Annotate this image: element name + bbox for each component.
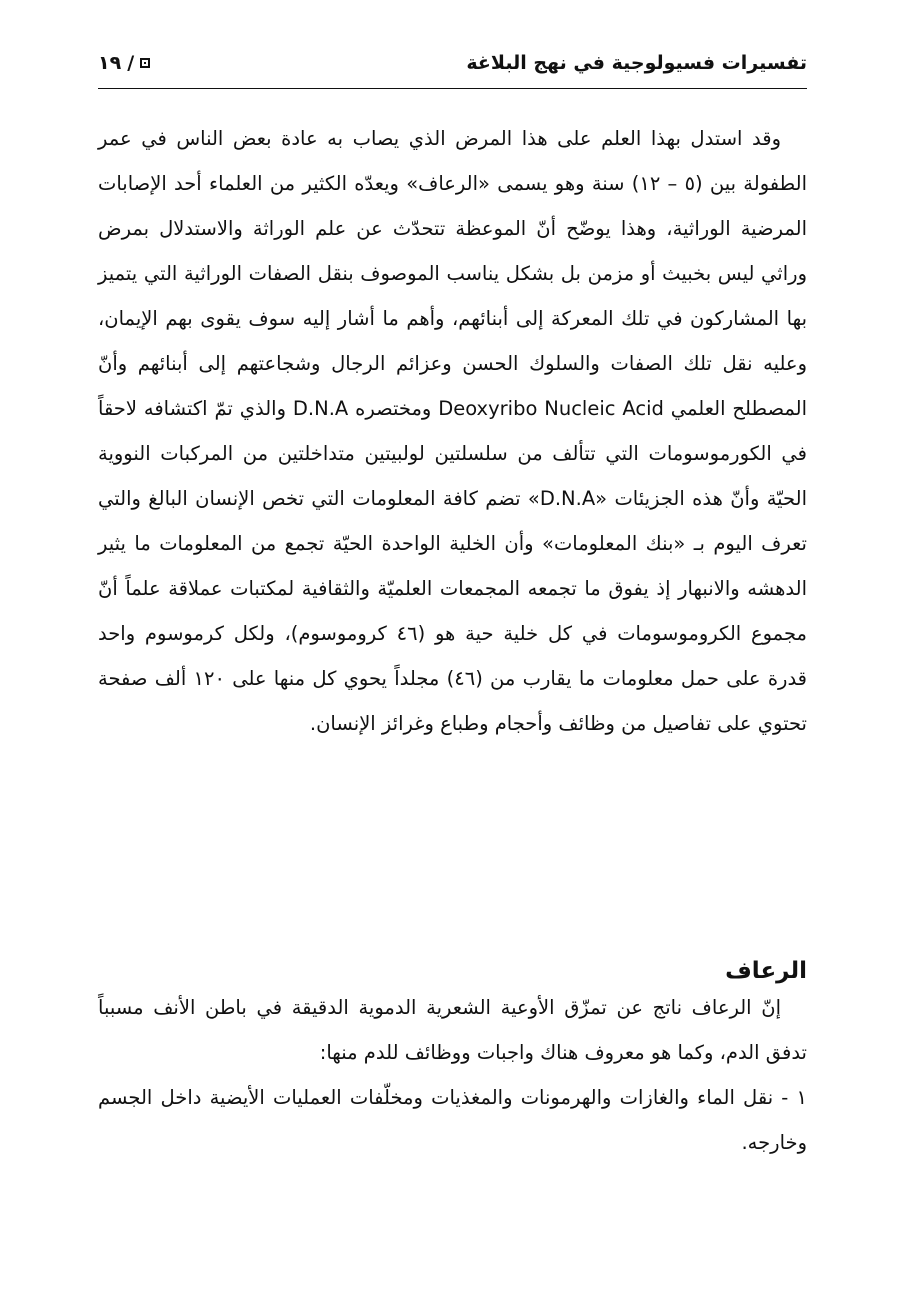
header-rule [98,88,807,89]
paragraph-heredity: وقد استدل بهذا العلم على هذا المرض الذي يصاب به عادة بعض الناس في عمر الطفولة بين (٥ – ١٢) سنة وهو يسمى «الرعاف» ويعدّه الكثير من العلماء أحد الإصابات المرضية الوراثية، وهذا يوضّح أنّ الموعظة تتحدّث عن علم الوراثة والاستدلال بمرض وراثي ليس بخبيث أو مزمن بل بشكل يناسب الموصوف بنقل الصفات الوراثية التي يتميز بها المشاركون في تلك المعركة إلى أبنائهم، وأهم ما أشار إليه سوف يقوى بهم الإيمان، وعليه نقل تلك الصفات والسلوك الحسن وعزائم الرجال وشجاعتهم إلى أبنائهم وأنّ المصطلح العلمي Deoxyribo Nucleic Acid ومختصره D.N.A والذي تمّ اكتشافه لاحقاً في الكورموسومات التي تتألف من سلسلتين لولبيتين متداخلتين من المركبات النووية الحيّة وأنّ هذه الجزيئات «D.N.A» تضم كافة المعلومات التي تخص الإنسان البالغ والتي تعرف اليوم بـ «بنك المعلومات» وأن الخلية الواحدة الحيّة تجمع من المعلومات ما يثير الدهشه والانبهار إذ يفوق ما تجمعه المجمعات العلميّة والثقافية لمكتبات عملاقة علماً أنّ مجموع الكروموسومات في كل خلية حية هو (٤٦ كروموسوم)، ولكل كرموسوم واحد قدرة على حمل معلومات ما يقارب من (٤٦) مجلداً يحوي كل منها على ١٢٠ ألف صفحة تحتوي على تفاصيل من وظائف وأحجام وطباع وغرائز الإنسان. [98,127,808,735]
paragraph-nosebleed: إنّ الرعاف ناتج عن تمزّق الأوعية الشعرية الدموية الدقيقة في باطن الأنف مسبباً تدفق الدم، وكما هو معروف هناك واجبات ووظائف للدم منها: [98,996,807,1064]
page-number-block [98,52,150,74]
page-number: ١٩ [98,52,122,74]
main-text [98,116,807,746]
page-header [98,50,807,80]
list-item-blood-function-1: ١ - نقل الماء والغازات والهرمونات والمغذيات ومخلّفات العمليات الأيضية داخل الجسم وخارجه. [98,1086,807,1154]
running-title: تفسيرات فسيولوجية في نهج البلاغة [466,52,807,74]
page-number-separator: / [127,52,135,74]
section-heading: الرعاف [725,958,807,984]
square-marker-icon [140,58,150,68]
section-body [98,985,807,1165]
